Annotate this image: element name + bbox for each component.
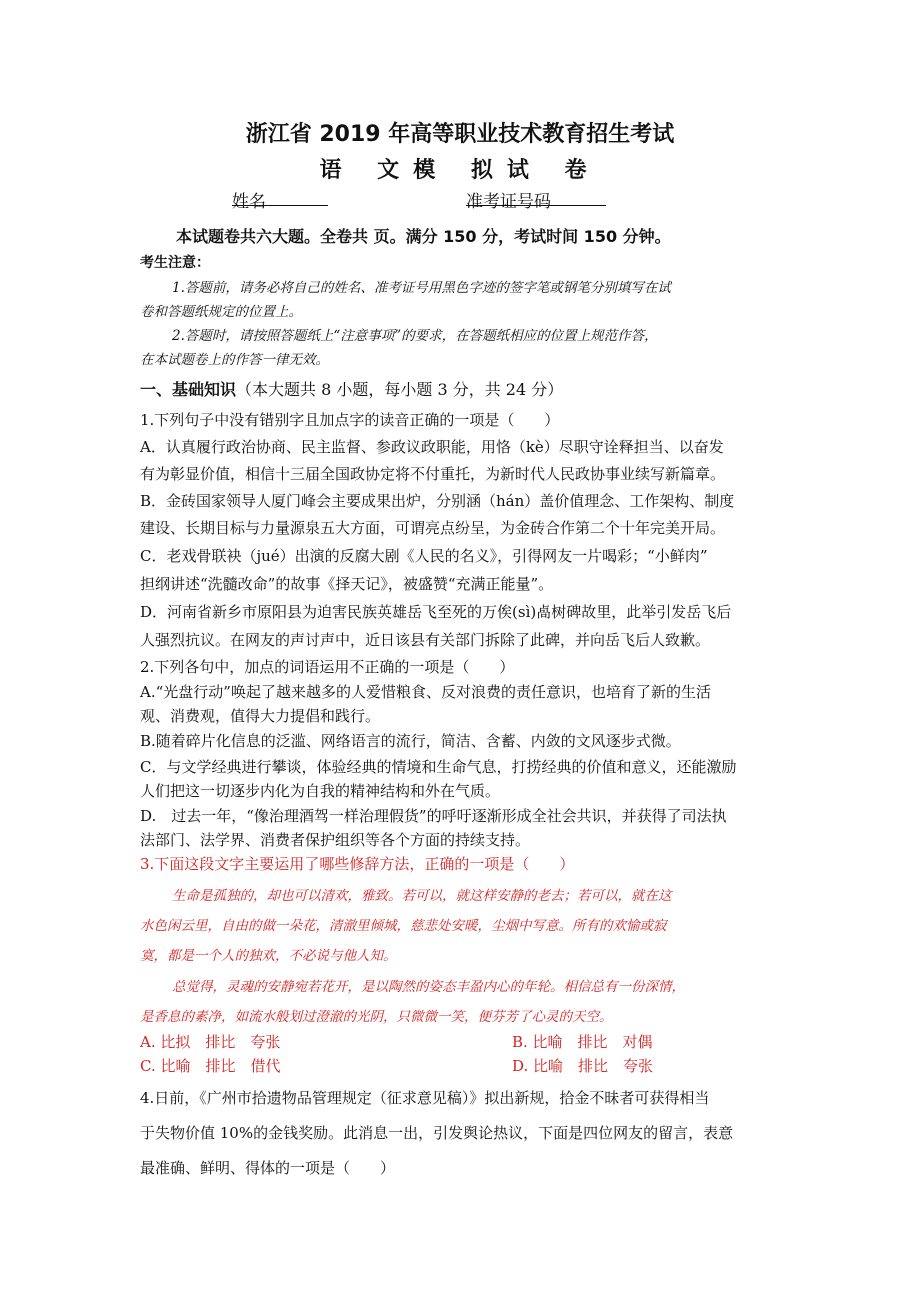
name-label: 姓名 [232,192,266,212]
q3-option-d: D. 比喻 排比 夸张 [512,1057,654,1075]
q1-line: B．金砖国家领导人厦门峰会主要成果出炉，分别涵（hán）盖价值理念、工作架构、制度 [140,492,735,510]
exam-info: 本试题卷共六大题。全卷共 页。满分 150 分，考试时间 150 分钟。 [176,227,671,246]
q1-line: A．认真履行政治协商、民主监督、参政议政职能，用恪（kè）尽职守诠释担当、以奋发 [140,438,724,456]
q1-line: 有为彰显价值，相信十三届全国政协定将不付重托，为新时代人民政协事业续写新篇章。 [140,465,726,483]
exam-subtitle: 语 文模 拟试 卷 [319,158,601,183]
q2-line: C．与文学经典进行攀谈，体验经典的情境和生命气息，打捞经典的价值和意义，还能激励 [140,758,737,776]
q4-line: 最准确、鲜明、得体的一项是（ ） [140,1159,396,1177]
notice-line: 2.答题时，请按照答题纸上“注意事项”的要求，在答题纸相应的位置上规范作答， [172,328,658,344]
q1-line: 人强烈抗议。在网友的声讨声中，近日该县有关部门拆除了此碑，并向岳飞后人致歉。 [140,631,711,649]
q3-option-b: B. 比喻 排比 对偶 [512,1033,653,1051]
q3-option-c: C. 比喻 排比 借代 [140,1057,281,1075]
section-heading [140,377,780,400]
id-label: 准考证号码 [466,192,551,212]
section-heading-rest: （本大题共 8 小题，每小题 3 分，共 24 分） [236,380,564,399]
question-1-stem: 1.下列句子中没有错别字且加点字的读音正确的一项是（ ） [140,411,560,429]
q1-line: C．老戏骨联袂（jué）出演的反腐大剧《人民的名义》，引得网友一片喝彩；“小鲜肉” [140,547,708,565]
q3-passage-line: 是香息的素净，如流水般划过澄澈的光阴，只微微一笑，便芬芳了心灵的天空。 [140,1009,613,1025]
q3-passage-line: 生命是孤独的，却也可以清欢，雅致。若可以，就这样安静的老去；若可以，就在这 [172,888,672,904]
section-heading-bold: 一、基础知识 [140,380,237,399]
q4-line: 4.日前，《广州市拾遗物品管理规定（征求意见稿）》拟出新规，拾金不昧者可获得相当 [140,1089,710,1107]
notice-heading: 考生注意： [140,255,210,271]
q4-line: 于失物价值 10%的金钱奖励。此消息一出，引发舆论热议，下面是四位网友的留言，表意 [140,1124,734,1142]
question-3-stem: 3.下面这段文字主要运用了哪些修辞方法，正确的一项是（ ） [140,855,575,873]
q2-line: A.“光盘行动”唤起了越来越多的人爱惜粮食、反对浪费的责任意识，也培育了新的生活 [140,683,711,701]
q3-passage-line: 水色闲云里，自由的做一朵花，清澈里倾城，慈悲处安暖，尘烟中写意。所有的欢愉或寂 [140,918,667,934]
q2-line: 法部门、法学界、消费者保护组织等各个方面的持续支持。 [140,831,531,849]
notice-line: 1.答题前，请务必将自己的姓名、准考证号用黑色字迹的签字笔或钢笔分别填写在试 [172,280,671,296]
q3-passage-line: 寞，都是一个人的独欢，不必说与他人知。 [140,948,397,964]
q1-line: 担纲讲述“洗髓改命”的故事《择天记》，被盛赞“充满正能量”。 [140,575,554,593]
q1-line: 建设、长期目标与力量源泉五大方面，可谓亮点纷呈，为金砖合作第二个十年完美开局。 [140,519,726,537]
q3-option-a: A. 比拟 排比 夸张 [140,1033,281,1051]
name-blank [232,187,328,206]
notice-line: 在本试题卷上的作答一律无效。 [140,352,329,368]
q3-passage-line: 总觉得，灵魂的安静宛若花开，是以陶然的姿态丰盈内心的年轮。相信总有一份深情， [172,979,685,995]
exam-title: 浙江省 2019 年高等职业技术教育招生考试 [245,122,675,147]
q2-line: D. 过去一年，“像治理酒驾一样治理假货”的呼吁逐渐形成全社会共识，并获得了司法执 [140,807,727,825]
id-blank [466,187,606,206]
question-2-stem: 2.下列各句中，加点的词语运用不正确的一项是（ ） [140,658,515,676]
notice-line: 卷和答题纸规定的位置上。 [140,304,302,320]
q2-line: B.随着碎片化信息的泛滥、网络语言的流行，简洁、含蓄、内敛的文风逐步式微。 [140,732,681,750]
q2-line: 人们把这一切逐步内化为自我的精神结构和外在气质。 [140,782,501,800]
q2-line: 观、消费观，值得大力提倡和践行。 [140,707,381,725]
q1-line: D．河南省新乡市原阳县为迫害民族英雄岳飞至死的万俟(sì)卨树碑故里，此举引发岳飞后 [140,603,732,621]
